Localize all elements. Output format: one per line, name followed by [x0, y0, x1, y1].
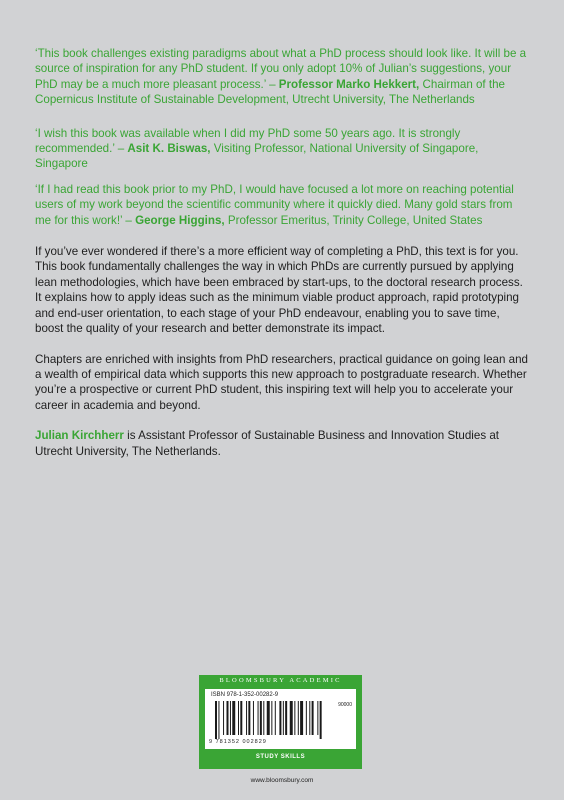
price-code: 90000 — [338, 702, 352, 708]
description-paragraph: If you’ve ever wondered if there’s a more efficient way of completing a PhD, this text is for you. This book fundamentally challenges the way in which PhDs are currently pursued by applying lean methodologies, which have been embraced by start-ups, to the doctoral research process. It explains how to apply ideas such as the minimum viable product approach, rapid prototyping and end-user orientation, to each stage of your PhD endeavour, enabling you to save time, boost the quality of your research and better demonstrate its impact. — [35, 245, 523, 336]
endorser-affiliation: Visiting Professor, National University of Singapore, Singapore — [35, 142, 479, 171]
author-name: Julian Kirchherr — [35, 429, 124, 443]
publisher-website: www.bloomsbury.com — [250, 777, 314, 784]
barcode-icon — [211, 701, 350, 739]
endorsement-quote — [35, 126, 531, 172]
publisher-imprint: BLOOMSBURY ACADEMIC — [219, 677, 342, 684]
barcode-box — [205, 689, 356, 749]
category-label: STUDY SKILLS — [255, 754, 306, 760]
endorser-affiliation: Chairman of the Copernicus Institute of Sustainable Development, Utrecht University, The Netherlands — [35, 77, 505, 107]
quote-text: ‘If I had read this book prior to my PhD, I would have focused a lot more on reaching potential users of my work beyond the scientific community where it quickly died. Many gold stars from me for this work!’ – — [35, 182, 514, 227]
author-bio — [35, 428, 531, 459]
endorser-name: Asit K. Biswas, — [127, 142, 211, 156]
endorsement-quote — [35, 46, 531, 108]
endorsement-quote — [35, 182, 531, 228]
isbn-barcode-panel — [199, 675, 362, 769]
quote-text: ‘I wish this book was available when I did my PhD some 50 years ago. It is strongly recommended.’ – — [35, 126, 461, 156]
quote-text: ‘This book challenges existing paradigms about what a PhD process should look like. It will be a source of inspiration for any PhD student. If you only adopt 10% of Julian’s suggestions, your PhD may be a much more pleasant process.’ – — [35, 47, 527, 91]
description-paragraph: Chapters are enriched with insights from PhD researchers, practical guidance on going lean and a wealth of empirical data which supports this new approach to postgraduate research. Whether you’re a prospective or current PhD student, this inspiring text will help you to accelerate your career in academia and beyond. — [35, 352, 529, 412]
endorser-name: George Higgins, — [135, 213, 225, 227]
author-bio-text: is Assistant Professor of Sustainable Business and Innovation Studies at Utrecht University, The Netherlands. — [35, 429, 500, 458]
endorser-affiliation: Professor Emeritus, Trinity College, United States — [224, 213, 483, 227]
ean-number: 9 781352 002829 — [209, 739, 267, 745]
isbn-number: ISBN 978-1-352-00282-9 — [211, 692, 279, 698]
back-cover-text — [35, 46, 531, 474]
endorser-name: Professor Marko Hekkert, — [278, 77, 420, 91]
